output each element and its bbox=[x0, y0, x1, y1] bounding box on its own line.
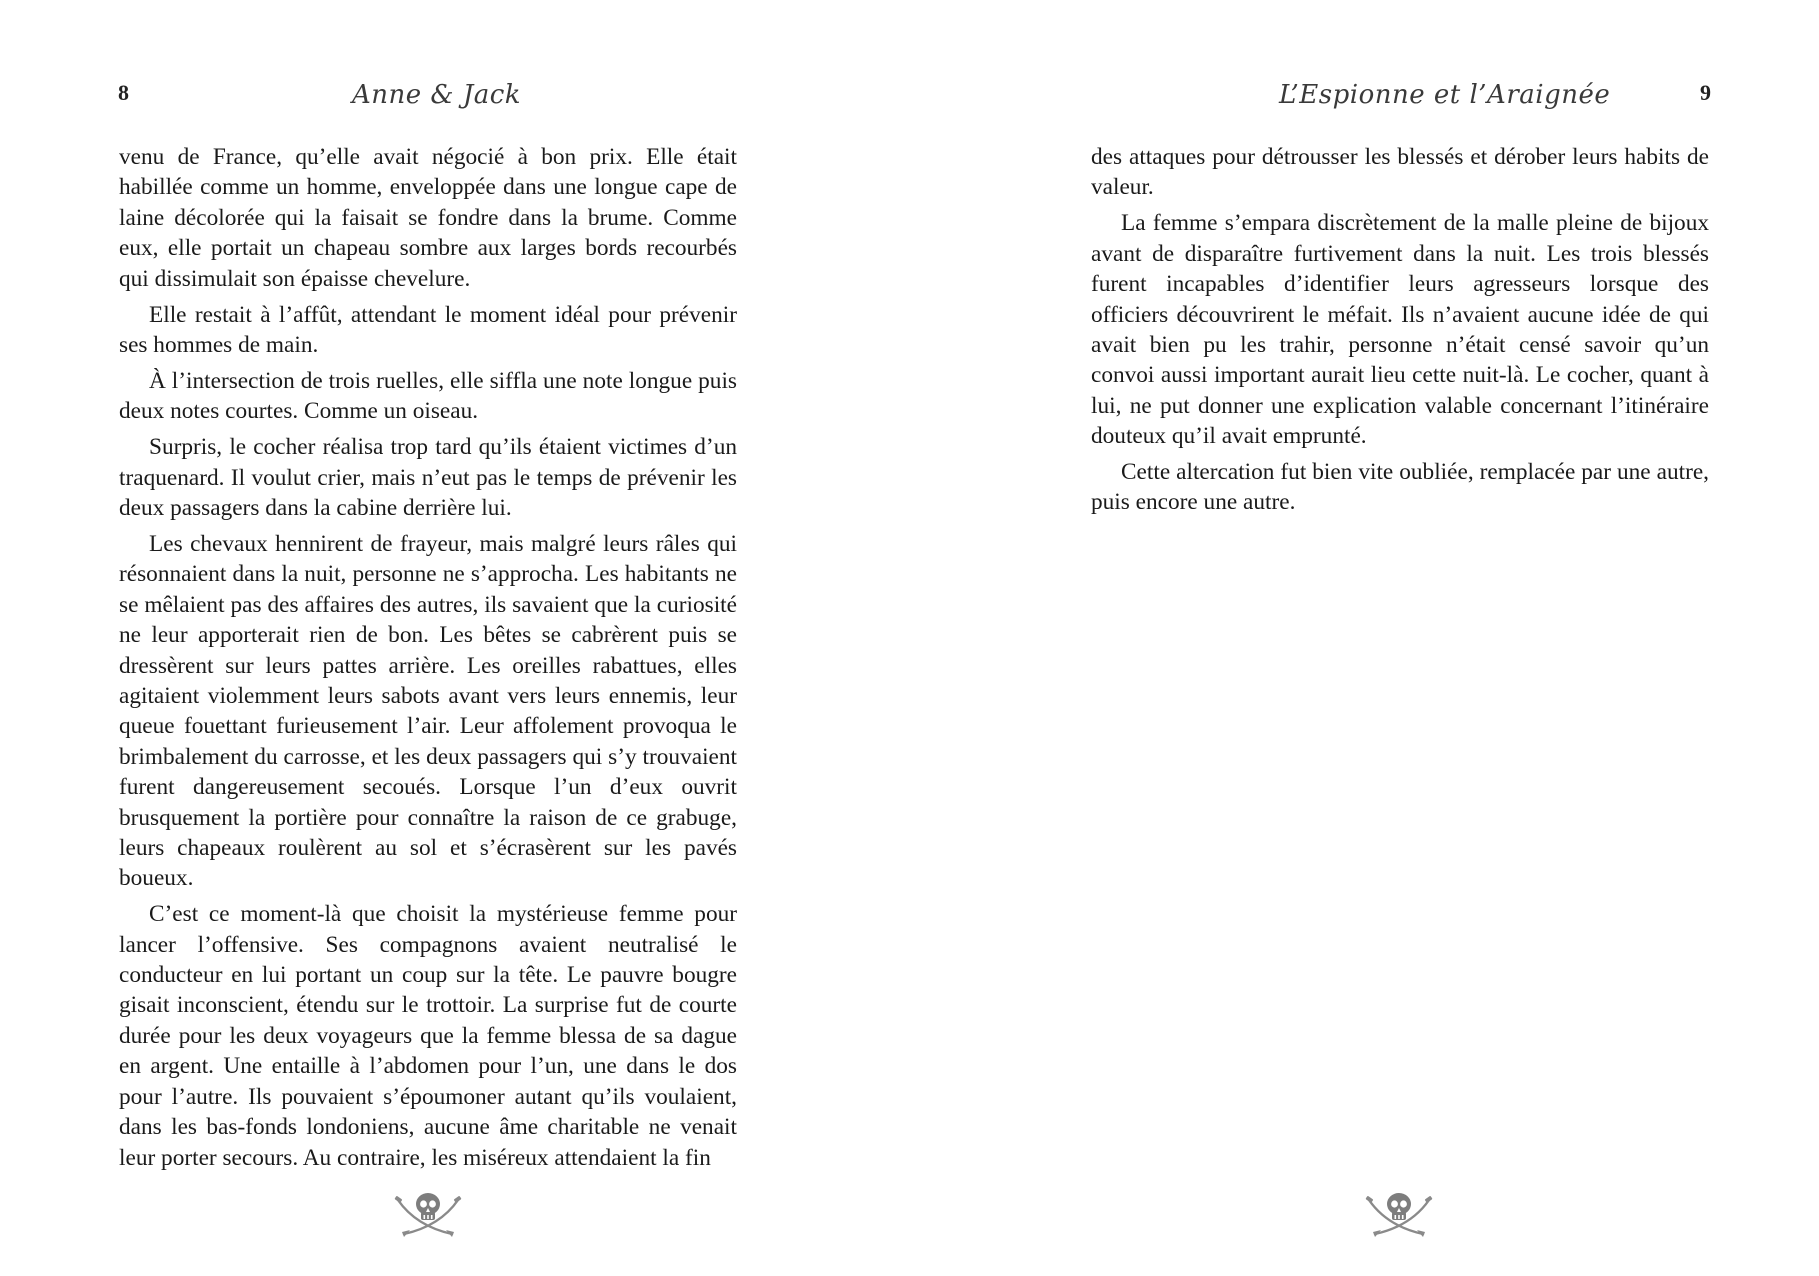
paragraph: C’est ce moment-là que choisit la mystérieuse femme pour lancer l’offensive. Ses compagnons avaient neutralisé le conducteur en lui portant un coup sur la tête. Le pauvre bougre gisait inconscient, étendu sur le trottoir. La surprise fut de courte durée pour les deux voyageurs que la femme blessa de sa dague en argent. Une entaille à l’abdomen pour l’un, une dans le dos pour l’autre. Ils pouvaient s’époumoner autant qu’ils voulaient, dans les bas-fonds londoniens, aucune âme charitable ne venait leur porter secours. Au contraire, les miséreux attendaient la fin bbox=[119, 901, 737, 1171]
paragraph: La femme s’empara discrètement de la malle pleine de bijoux avant de disparaître furtivement dans la nuit. Les trois blessés furent incapables d’identifier leurs agresseurs lorsque des officiers découvrirent le méfait. Ils n’avaient aucune idée de qui avait bien pu les trahir, personne n’était censé savoir qu’un convoi aussi important aurait lieu cette nuit-là. Le cocher, quant à lui, ne put donner une explication valable concernant l’itinéraire douteux qu’il avait emprunté. bbox=[1091, 210, 1709, 450]
body-text bbox=[1091, 142, 1709, 523]
body-text bbox=[119, 142, 737, 1178]
running-head-book-title: Anne & Jack bbox=[352, 80, 522, 110]
paragraph: Elle restait à l’affût, attendant le moment idéal pour prévenir ses hommes de main. bbox=[119, 301, 737, 358]
paragraph: Les chevaux hennirent de frayeur, mais malgré leurs râles qui résonnaient dans la nuit, personne ne s’approcha. Les habitants ne se mêlaient pas des affaires des autres, ils savaient que la curiosité ne leur apporterait rien de bon. Les bêtes se cabrèrent puis se dressèrent sur leurs pattes arrière. Les oreilles rabattues, elles agitaient violemment leurs sabots avant vers leurs ennemis, leur queue fouettant furieusement l’air. Leur affolement provoqua le brimbalement du carrosse, et les deux passagers qui s’y trouvaient furent dangereusement secoués. Lorsque l’un d’eux ouvrit brusquement la portière pour connaître la raison de ce grabuge, leurs chapeaux roulèrent au sol et s’écrasèrent sur les pavés boueux. bbox=[119, 530, 737, 892]
paragraph: Cette altercation fut bien vite oubliée, remplacée par une autre, puis encore une autre. bbox=[1091, 459, 1709, 516]
paragraph: À l’intersection de trois ruelles, elle siffla une note longue puis deux notes courtes. Comme un oiseau. bbox=[119, 367, 737, 425]
page-number: 9 bbox=[1700, 80, 1711, 105]
skull-crossed-swords-icon bbox=[1365, 1188, 1433, 1238]
running-head-chapter-title: L’Espionne et l’Araignée bbox=[1279, 80, 1611, 110]
skull-crossed-swords-icon bbox=[394, 1188, 462, 1238]
right-page bbox=[910, 0, 1819, 1276]
paragraph: des attaques pour détrousser les blessés et dérober leurs habits de valeur. bbox=[1091, 144, 1709, 201]
paragraph: Surpris, le cocher réalisa trop tard qu’ils étaient victimes d’un traquenard. Il voulut crier, mais n’eut pas le temps de prévenir les deux passagers dans la cabine derrière lui. bbox=[119, 434, 737, 521]
paragraph: venu de France, qu’elle avait négocié à bon prix. Elle était habillée comme un homme, enveloppée dans une longue cape de laine décolorée qui la faisait se fondre dans la brume. Comme eux, elle portait un chapeau sombre aux larges bords recourbés qui dissimulait son épaisse chevelure. bbox=[119, 144, 737, 292]
page-number: 8 bbox=[118, 80, 129, 105]
